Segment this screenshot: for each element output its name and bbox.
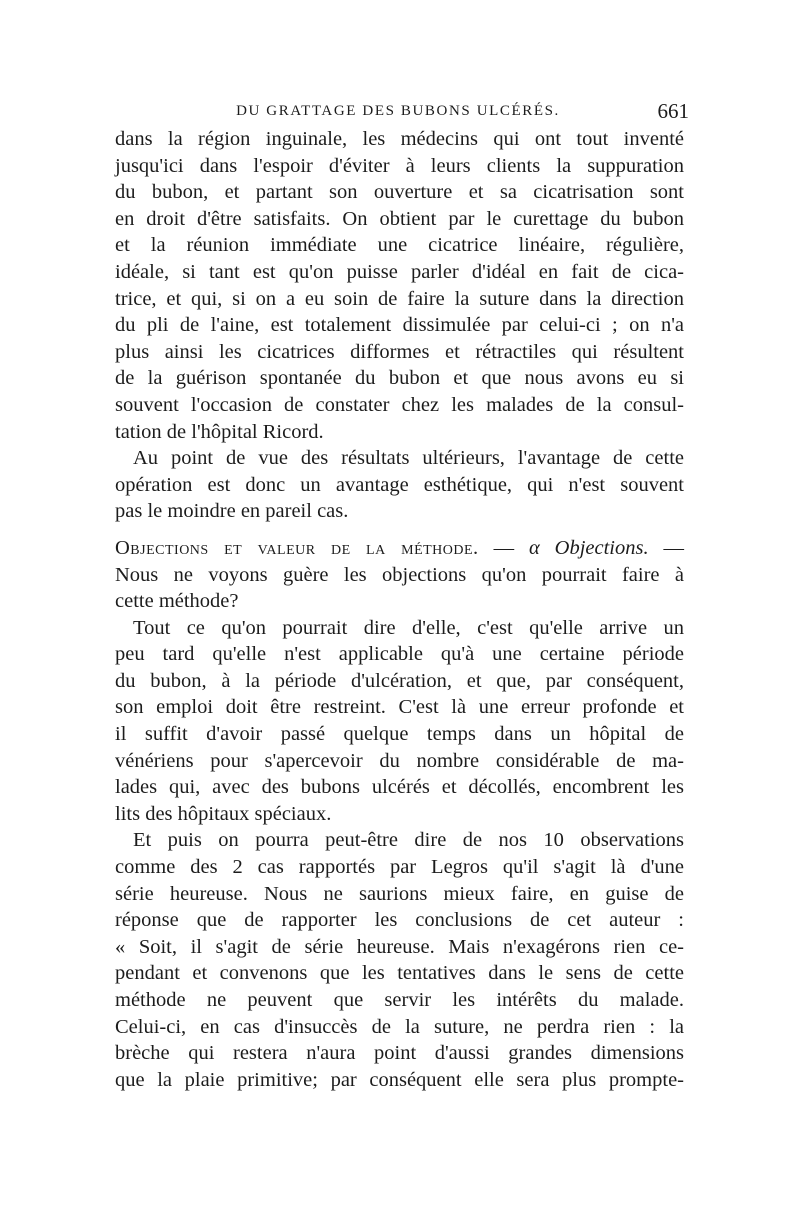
text-line: idéale, si tant est qu'on puisse parler d'idéal en fait de cica- — [115, 260, 684, 283]
text-line: il suffit d'avoir passé quelque temps dans un hôpital de — [115, 723, 684, 746]
text-line: de la guérison spontanée du bubon et que nous avons eu si — [115, 367, 684, 390]
running-title: DU GRATTAGE DES BUBONS ULCÉRÉS. — [236, 103, 560, 119]
text-line: cette méthode? — [115, 590, 239, 613]
text-line: lits des hôpitaux spéciaux. — [115, 802, 332, 825]
text-line: comme des 2 cas rapportés par Legros qu'il s'agit là d'une — [115, 856, 684, 879]
text-line: du bubon, et partant son ouverture et sa cicatrisation sont — [115, 181, 684, 204]
text-line: Au point de vue des résultats ultérieurs, l'avantage de cette — [133, 447, 684, 470]
paragraph — [115, 445, 684, 525]
text-line: tation de l'hôpital Ricord. — [115, 420, 324, 443]
paragraph — [115, 827, 684, 1093]
text-line: Celui-ci, en cas d'insuccès de la suture, ne perdra rien : la — [115, 1015, 684, 1038]
text-line: du bubon, à la période d'ulcération, et que, par conséquent, — [115, 669, 684, 692]
text-line: en droit d'être satisfaits. On obtient par le curettage du bubon — [115, 207, 684, 230]
text-line: dans la région inguinale, les médecins qui ont tout inventé — [115, 128, 684, 150]
text-line: souvent l'occasion de constater chez les malades de la consul- — [115, 393, 684, 416]
text-line: vénériens pour s'apercevoir du nombre considérable de ma- — [115, 749, 684, 772]
text-line: Tout ce qu'on pourrait dire d'elle, c'est qu'elle arrive un — [133, 616, 684, 639]
text-line: série heureuse. Nous ne saurions mieux faire, en guise de — [115, 882, 684, 905]
text-line: méthode ne peuvent que servir les intérêts du malade. — [115, 989, 684, 1011]
running-header — [113, 96, 689, 126]
paragraph — [115, 535, 684, 615]
text-line: trice, et qui, si on a eu soin de faire la suture dans la direction — [115, 287, 684, 310]
text-line: plus ainsi les cicatrices difformes et rétractiles qui résultent — [115, 340, 684, 363]
paragraph — [115, 615, 684, 828]
text-line: peu tard qu'elle n'est applicable qu'à une certaine période — [115, 643, 684, 666]
text-line: jusqu'ici dans l'espoir d'éviter à leurs clients la suppuration — [115, 154, 684, 177]
text-line: réponse que de rapporter les conclusions de cet auteur : — [115, 909, 684, 932]
text-line: Et puis on pourra peut-être dire de nos 10 observations — [133, 829, 684, 852]
text-line: du pli de l'aine, est totalement dissimulée par celui-ci ; on n'a — [115, 314, 684, 337]
text-line: et la réunion immédiate une cicatrice linéaire, régulière, — [115, 234, 684, 257]
text-line: pendant et convenons que les tentatives dans le sens de cette — [115, 962, 684, 985]
text-line: lades qui, avec des bubons ulcérés et décollés, encombrent les — [115, 776, 684, 799]
page-number: 661 — [657, 99, 689, 123]
text-line: brèche qui restera n'aura point d'aussi grandes dimensions — [115, 1042, 684, 1065]
section-gap — [115, 525, 684, 535]
sub-heading: α Objections. — [529, 536, 649, 559]
section-heading-line: Objections et valeur de la méthode. — α Objections. — — [115, 536, 685, 559]
body-text — [115, 126, 684, 1093]
text-line: son emploi doit être restreint. C'est là une erreur profonde et — [115, 696, 684, 719]
text-line: « Soit, il s'agit de série heureuse. Mais n'exagérons rien ce- — [115, 935, 684, 958]
text-line: opération est donc un avantage esthétique, qui n'est souvent — [115, 473, 684, 496]
text-line: pas le moindre en pareil cas. — [115, 500, 349, 523]
paragraph — [115, 126, 684, 445]
text-line: que la plaie primitive; par conséquent elle sera plus prompte- — [115, 1068, 684, 1091]
text-line: Nous ne voyons guère les objections qu'on pourrait faire à — [115, 563, 684, 586]
section-heading: Objections et valeur de la méthode. — [115, 536, 479, 559]
